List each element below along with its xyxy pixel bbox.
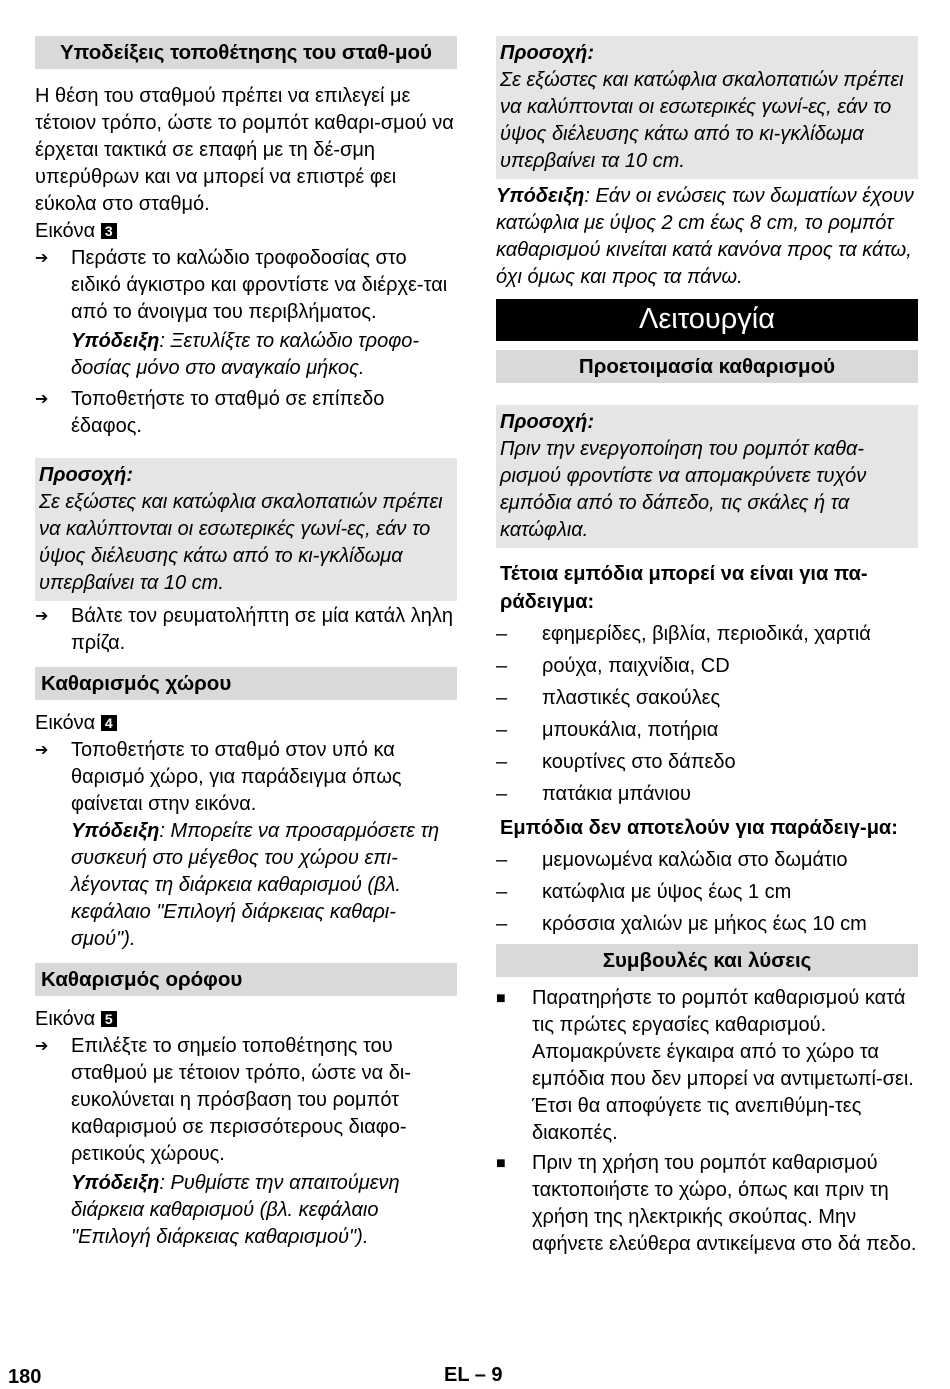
page-number: 180 xyxy=(8,1366,42,1388)
heading-cleaning-preparation: Προετοιμασία καθαρισμού xyxy=(496,350,918,383)
caution-box xyxy=(496,405,918,548)
dash-bullet: – xyxy=(496,719,508,741)
note-paragraph xyxy=(496,183,918,291)
list-item-text: κουρτίνες στο δάπεδο xyxy=(542,751,736,773)
arrow-icon: ➔ xyxy=(35,742,49,759)
non-obstacles-list xyxy=(496,847,918,938)
figure-label: Εικόνα xyxy=(35,1008,96,1030)
dash-bullet: – xyxy=(496,783,508,805)
note-paragraph xyxy=(71,818,457,953)
list-item xyxy=(496,653,918,680)
non-obstacles-title: Εμπόδια δεν αποτελούν για παράδειγ-μα: xyxy=(500,817,898,839)
figure-ref-3 xyxy=(35,218,457,245)
heading-room-cleaning: Καθαρισμός χώρου xyxy=(35,667,457,700)
station-paragraph: Η θέση του σταθμού πρέπει να επιλεγεί με τέτοιον τρόπο, ώστε το ρομπότ καθαρι-σμού να έρχεται τακτικά σε επαφή με τη δέ-σμη υπερύθρων και να μπορεί να επιστρέ φει εύκολα στο σταθμό. xyxy=(35,85,454,215)
caution-title: Προσοχή: xyxy=(500,411,595,433)
caution-text: Σε εξώστες και κατώφλια σκαλοπατιών πρέπει να καλύπτονται οι εσωτερικές γωνί-ες, εάν το ύψος διέλευσης κάτω από το κι-γκλίδωμα υπερβαίνει τα 10 cm. xyxy=(500,69,904,172)
dash-bullet: – xyxy=(496,623,508,645)
figure-label: Εικόνα xyxy=(35,220,96,242)
tip-text: Παρατηρήστε το ρομπότ καθαρισμού κατά τις πρώτες εργασίες καθαρισμού. Απομακρύνετε έγκαιρα από το χώρο τα εμπόδια που δεν μπορεί να αντιμετωπί-σει. Έτσι θα αποφύγετε τις ανεπιθύμη-τες διακοπές. xyxy=(532,987,914,1144)
note-text: : Εάν οι ενώσεις των δωματίων έχουν κατώφλια με ύψος 2 cm έως 8 cm, το ρομπότ καθαρισμού κινείται κατά κανόνα προς τα κάτω, όχι όμως και προς τα πάνω. xyxy=(496,185,914,288)
figure-number-box: 5 xyxy=(101,1011,117,1027)
caution-box xyxy=(496,36,918,179)
note-label: Υπόδειξη xyxy=(71,330,160,352)
figure-number-box: 3 xyxy=(101,223,117,239)
section-title-operation: Λειτουργία xyxy=(496,299,918,341)
dash-bullet: – xyxy=(496,751,508,773)
caution-title: Προσοχή: xyxy=(500,42,595,64)
step-text: Τοποθετήστε το σταθμό σε επίπεδο έδαφος. xyxy=(71,388,385,437)
list-item-text: ρούχα, παιχνίδια, CD xyxy=(542,655,730,677)
note-paragraph xyxy=(71,1170,457,1251)
list-item-text: πλαστικές σακούλες xyxy=(542,687,721,709)
step-item xyxy=(35,1033,457,1168)
square-bullet-icon: ■ xyxy=(496,990,506,1007)
list-item xyxy=(496,911,918,938)
step-text: Τοποθετήστε το σταθμό στον υπό κα θαρισμό χώρο, για παράδειγμα όπως φαίνεται στην εικόνα. xyxy=(71,739,402,815)
list-item-text: κρόσσια χαλιών με μήκος έως 10 cm xyxy=(542,913,867,935)
obstacles-list xyxy=(496,621,918,808)
arrow-icon: ➔ xyxy=(35,391,49,408)
note-label: Υπόδειξη xyxy=(71,820,160,842)
dash-bullet: – xyxy=(496,913,508,935)
tip-item xyxy=(496,1150,918,1258)
list-item xyxy=(496,717,918,744)
tip-text: Πριν τη χρήση του ρομπότ καθαρισμού τακτοποιήστε το χώρο, όπως και πριν τη χρήση της ηλεκτρικής σκούπας. Μην αφήνετε ελεύθερα αντικείμενα στο δά πεδο. xyxy=(532,1152,917,1255)
list-item-text: πατάκια μπάνιου xyxy=(542,783,691,805)
figure-number-box: 4 xyxy=(101,715,117,731)
tip-item xyxy=(496,985,918,1147)
step-item xyxy=(35,737,457,818)
list-item xyxy=(496,685,918,712)
list-item xyxy=(496,781,918,808)
heading-floor-cleaning: Καθαρισμός ορόφου xyxy=(35,963,457,996)
step-text: Περάστε το καλώδιο τροφοδοσίας στο ειδικό άγκιστρο και φροντίστε να διέρχε-ται από το άνοιγμα του περιβλήματος. xyxy=(71,247,448,323)
list-item xyxy=(496,621,918,648)
caution-text: Πριν την ενεργοποίηση του ρομπότ καθα-ρισμού φροντίστε να απομακρύνετε τυχόν εμπόδια από το δάπεδο, τις σκάλες ή τα κατώφλια. xyxy=(500,438,867,541)
heading-tips-solutions: Συμβουλές και λύσεις xyxy=(496,944,918,977)
list-item-text: μπουκάλια, ποτήρια xyxy=(542,719,719,741)
obstacles-title: Τέτοια εμπόδια μπορεί να είναι για πα-ράδειγμα: xyxy=(500,563,868,613)
step-item xyxy=(35,245,457,326)
arrow-icon: ➔ xyxy=(35,608,49,625)
note-text: : Μπορείτε να προσαρμόσετε τη συσκευή στο μέγεθος του χώρου επι-λέγοντας τη διάρκεια καθαρισμού (βλ. κεφάλαιο "Επιλογή διάρκειας καθαρι-σμού"). xyxy=(71,820,440,950)
dash-bullet: – xyxy=(496,687,508,709)
caution-title: Προσοχή: xyxy=(39,464,134,486)
step-item xyxy=(35,603,457,657)
arrow-icon: ➔ xyxy=(35,1038,49,1055)
caution-box xyxy=(35,458,457,601)
heading-station-placement: Υποδείξεις τοποθέτησης του σταθ-μού xyxy=(35,36,457,69)
square-bullet-icon: ■ xyxy=(496,1155,506,1172)
arrow-icon: ➔ xyxy=(35,250,49,267)
note-label: Υπόδειξη xyxy=(496,185,585,207)
dash-bullet: – xyxy=(496,655,508,677)
step-text: Επιλέξτε το σημείο τοποθέτησης του σταθμού με τέτοιον τρόπο, ώστε να δι-ευκολύνεται η πρόσβαση του ρομπότ καθαρισμού σε περισσότερους διαφο-ρετικούς χώρους. xyxy=(71,1035,412,1165)
list-item-text: κατώφλια με ύψος έως 1 cm xyxy=(542,881,792,903)
list-item-text: εφημερίδες, βιβλία, περιοδικά, χαρτιά xyxy=(542,623,871,645)
note-paragraph xyxy=(71,328,457,382)
list-item xyxy=(496,749,918,776)
right-column xyxy=(496,36,918,1258)
language-page-indicator: EL – 9 xyxy=(444,1364,503,1386)
note-text: : Ξετυλίξτε το καλώδιο τροφο-δοσίας μόνο στο αναγκαίο μήκος. xyxy=(71,330,420,379)
figure-label: Εικόνα xyxy=(35,712,96,734)
note-label: Υπόδειξη xyxy=(71,1172,160,1194)
dash-bullet: – xyxy=(496,881,508,903)
figure-ref-5 xyxy=(35,1006,457,1033)
note-text: : Ρυθμίστε την απαιτούμενη διάρκεια καθαρισμού (βλ. κεφάλαιο "Επιλογή διάρκειας καθαρισμού"). xyxy=(71,1172,400,1248)
step-item xyxy=(35,386,457,440)
caution-text: Σε εξώστες και κατώφλια σκαλοπατιών πρέπει να καλύπτονται οι εσωτερικές γωνί-ες, εάν το ύψος διέλευσης κάτω από το κι-γκλίδωμα υπερβαίνει τα 10 cm. xyxy=(39,491,443,594)
list-item xyxy=(496,879,918,906)
list-item-text: μεμονωμένα καλώδια στο δωμάτιο xyxy=(542,849,848,871)
figure-ref-4 xyxy=(35,710,457,737)
dash-bullet: – xyxy=(496,849,508,871)
step-text: Βάλτε τον ρευματολήπτη σε μία κατάλ ληλη πρίζα. xyxy=(71,605,453,654)
left-column xyxy=(35,36,457,1251)
list-item xyxy=(496,847,918,874)
